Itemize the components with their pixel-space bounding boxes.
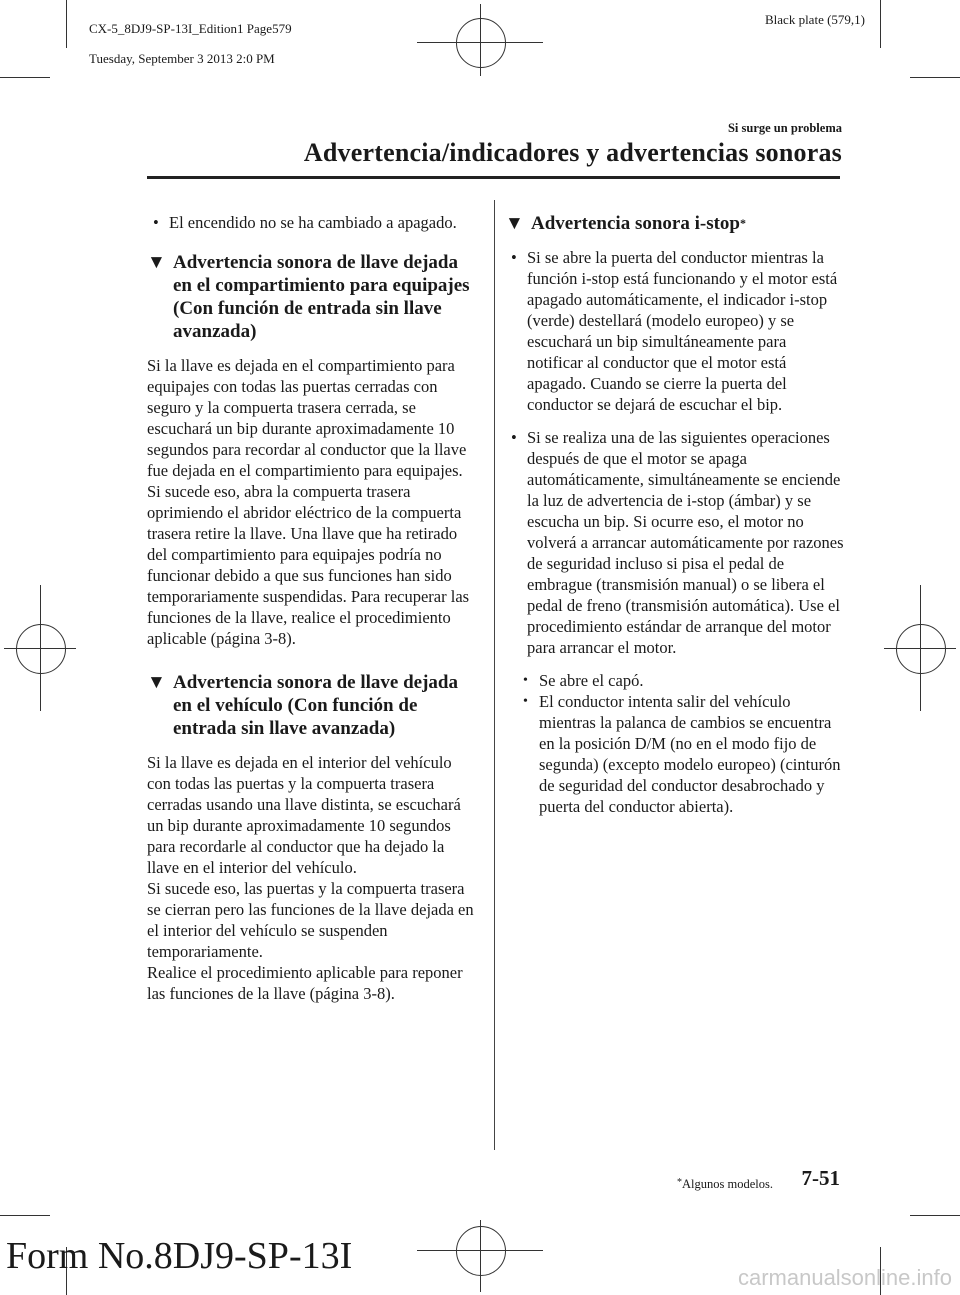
crop-mark: [910, 1215, 960, 1216]
registration-crosshair-icon: [456, 1226, 506, 1276]
print-info-line1: CX-5_8DJ9-SP-13I_Edition1 Page579: [89, 21, 292, 36]
print-info: [89, 6, 292, 81]
asterisk-icon: *: [739, 216, 746, 230]
triangle-icon: ▼: [147, 672, 166, 693]
section-heading: [147, 251, 475, 343]
section-label: Si surge un problema: [727, 121, 842, 135]
watermark: carmanualsonline.info: [737, 1265, 952, 1290]
right-column: [505, 212, 845, 817]
bullet-icon: •: [511, 248, 517, 267]
bullet-icon: •: [523, 673, 528, 688]
asterisk-icon: *: [677, 1177, 683, 1188]
crop-mark: [0, 1215, 50, 1216]
sub-item-text: Se abre el capó.: [539, 671, 644, 690]
page-title: Advertencia/indicadores y advertencias sonoras: [303, 138, 842, 167]
bullet-text: Si se abre la puerta del conductor mientras la función i-stop está funcionando y el motor está apagado automáticamente, el indicador i-stop (verde) destellará (modelo europeo) y se escuchará un bip simultáneamente para notificar al conductor que el motor está apagado. Cuando se cierre la puerta del conductor se dejará de escuchar el bip.: [527, 248, 838, 414]
paragraph: Realice el procedimiento aplicable para reponer las funciones de la llave (página 3-8).: [147, 963, 463, 1003]
print-info-line2: Tuesday, September 3 2013 2:0 PM: [89, 51, 275, 66]
heading-text: Advertencia sonora de llave dejada en el compartimiento para equipajes (Con función de entrada sin llave avanzada): [173, 252, 470, 342]
section-heading: [505, 212, 845, 235]
registration-crosshair-icon: [896, 624, 946, 674]
bullet-icon: •: [153, 213, 159, 232]
sub-item-text: El conductor intenta salir del vehículo mientras la palanca de cambios se encuentra en la posición D/M (no en el modo fijo de segunda) (excepto modelo europeo) (cinturón de seguridad del conductor desabrochado y puerta del conductor abierta).: [539, 692, 841, 816]
registration-crosshair-icon: [456, 18, 506, 68]
sub-list-item: [505, 691, 845, 817]
column-divider: [494, 200, 495, 1150]
list-item: [505, 247, 845, 415]
heading-text: Advertencia sonora i-stop: [531, 213, 740, 234]
section-heading: [147, 671, 475, 740]
triangle-icon: ▼: [505, 213, 524, 234]
page-number: 7-51: [801, 1166, 840, 1190]
plate-label: Black plate (579,1): [765, 12, 865, 27]
crop-mark: [66, 0, 67, 48]
list-item: [147, 212, 475, 233]
crop-mark: [0, 77, 50, 78]
footnote-text: Algunos modelos.: [682, 1177, 773, 1191]
paragraph: Si sucede eso, las puertas y la compuerta trasera se cierran pero las funciones de la llave dejada en el interior del vehículo se suspenden temporariamente.: [147, 879, 474, 961]
heading-text: Advertencia sonora de llave dejada en el vehículo (Con función de entrada sin llave avanzada): [173, 672, 458, 739]
footnote: [677, 1177, 773, 1192]
bullet-text: El encendido no se ha cambiado a apagado.: [169, 213, 457, 232]
left-column: [147, 212, 475, 1004]
crop-mark: [880, 0, 881, 48]
title-rule: [147, 176, 840, 179]
sub-list-item: [505, 670, 845, 691]
bullet-icon: •: [523, 694, 528, 709]
crop-mark: [910, 77, 960, 78]
form-number: Form No.8DJ9-SP-13I: [6, 1235, 353, 1277]
paragraph: Si la llave es dejada en el interior del vehículo con todas las puertas y la compuerta trasera cerradas usando una llave distinta, se escuchará un bip durante aproximadamente 10 segundos para recordarle al conductor que ha dejado la llave en el interior del vehículo.: [147, 753, 461, 877]
list-item: [505, 427, 845, 658]
triangle-icon: ▼: [147, 252, 166, 273]
paragraph: Si la llave es dejada en el compartimiento para equipajes con todas las puertas cerradas con seguro y la compuerta trasera cerrada, se escuchará un bip durante aproximadamente 10 segundos para recordar al conductor que la llave fue dejada en el compartimiento para equipajes. Si sucede eso, abra la compuerta trasera oprimiendo el abridor eléctrico de la compuerta trasera retire la llave. Una llave que ha retirado del compartimiento para equipajes podría no funcionar debido a que sus funciones han sido temporariamente suspendidas. Para recuperar las funciones de la llave, realice el procedimiento aplicable (página 3-8).: [147, 356, 470, 648]
registration-crosshair-icon: [16, 624, 66, 674]
bullet-icon: •: [511, 428, 517, 447]
bullet-text: Si se realiza una de las siguientes operaciones después de que el motor se apaga automáticamente, simultáneamente se enciende la luz de advertencia de i-stop (ámbar) y se escucha un bip. Si ocurre eso, el motor no volverá a arrancar automáticamente por razones de seguridad incluso si pisa el pedal de embrague (transmisión manual) o se libera el pedal de freno (transmisión automática). Use el procedimiento estándar de arranque del motor para arrancar el motor.: [527, 428, 844, 657]
